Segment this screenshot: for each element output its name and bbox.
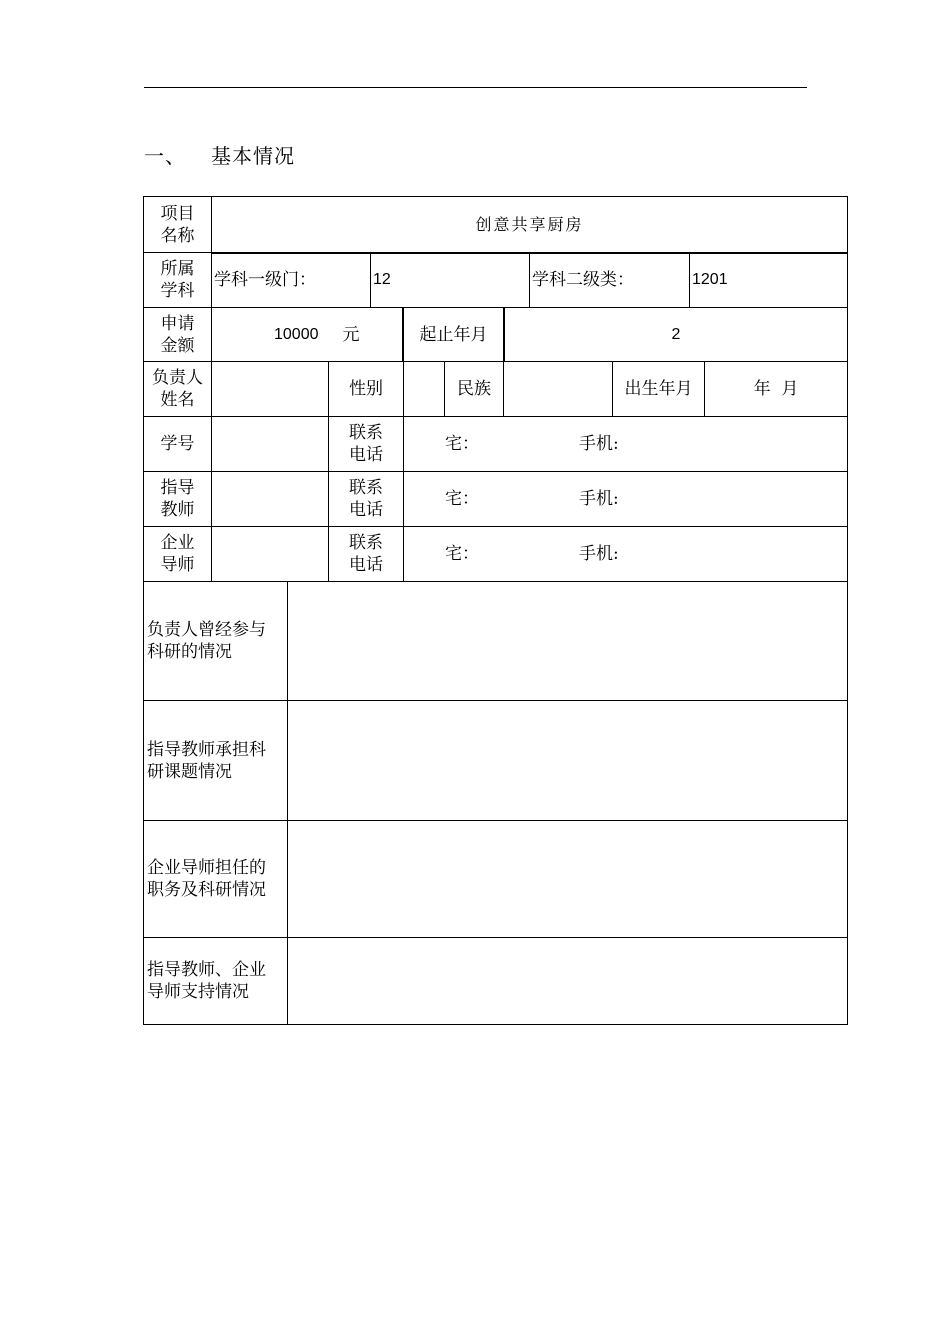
mentor-duties-label: 企业导师担任的 职务及科研情况: [147, 858, 266, 900]
mobile-phone-label: 手机:: [579, 434, 619, 454]
contact-field[interactable]: [404, 472, 847, 526]
section-title: 基本情况: [211, 144, 295, 168]
amount-value-cell[interactable]: [212, 308, 402, 361]
period-value[interactable]: 2: [671, 325, 681, 343]
mobile-phone-label: 手机:: [579, 489, 619, 509]
advisor-projects-label: 指导教师承担科 研课题情况: [147, 739, 266, 782]
table-border-bottom: [143, 1024, 848, 1025]
advisor-name-field[interactable]: [212, 472, 328, 526]
contact-field[interactable]: [404, 417, 847, 471]
discipline-level2-label: 学科二级类：: [532, 270, 634, 290]
student-id-field[interactable]: [212, 417, 328, 471]
project-name-value[interactable]: 创意共享厨房: [475, 215, 584, 234]
birth-label: 出生年月: [624, 379, 693, 399]
discipline-level2-value[interactable]: 1201: [692, 271, 728, 288]
section-heading: [144, 140, 295, 169]
section-number: 一、: [144, 144, 186, 168]
project-name-label: 项目 名称: [160, 204, 195, 246]
leader-name-label: 负责人 姓名: [152, 368, 203, 410]
support-field[interactable]: [288, 938, 847, 1024]
home-phone-label: 宅：: [445, 489, 479, 509]
enterprise-mentor-name-field[interactable]: [212, 527, 328, 581]
contact-field[interactable]: [404, 527, 847, 581]
mobile-phone-label: 手机:: [579, 544, 619, 564]
header-rule: [144, 87, 807, 88]
leader-research-field[interactable]: [288, 582, 847, 700]
advisor-projects-field[interactable]: [288, 701, 847, 820]
amount-value: 10000: [274, 325, 319, 343]
discipline-level1-label: 学科一级门：: [214, 270, 316, 290]
contact-label: 联系 电话: [349, 478, 383, 520]
discipline-level1-value[interactable]: 12: [373, 271, 391, 288]
home-phone-label: 宅：: [445, 544, 479, 564]
enterprise-mentor-label: 企业 导师: [160, 533, 195, 575]
mentor-duties-field[interactable]: [288, 821, 847, 937]
leader-research-label: 负责人曾经参与 科研的情况: [147, 620, 266, 662]
contact-label: 联系 电话: [349, 533, 383, 575]
advisor-label: 指导 教师: [160, 478, 195, 520]
gender-field[interactable]: [404, 362, 444, 416]
home-phone-label: 宅：: [445, 434, 479, 454]
ethnicity-label: 民族: [457, 379, 491, 399]
gender-label: 性别: [349, 379, 383, 399]
ethnicity-field[interactable]: [504, 362, 612, 416]
support-label: 指导教师、企业 导师支持情况: [147, 960, 266, 1002]
contact-label: 联系 电话: [349, 423, 383, 465]
table-border-right: [847, 196, 848, 1025]
discipline-label: 所属 学科: [160, 259, 195, 301]
birth-field[interactable]: 年 月: [753, 379, 799, 399]
student-id-label: 学号: [160, 434, 195, 454]
leader-name-field[interactable]: [212, 362, 328, 416]
amount-label: 申请 金额: [160, 313, 195, 356]
period-label: 起止年月: [419, 324, 488, 345]
amount-unit: 元: [342, 324, 360, 345]
